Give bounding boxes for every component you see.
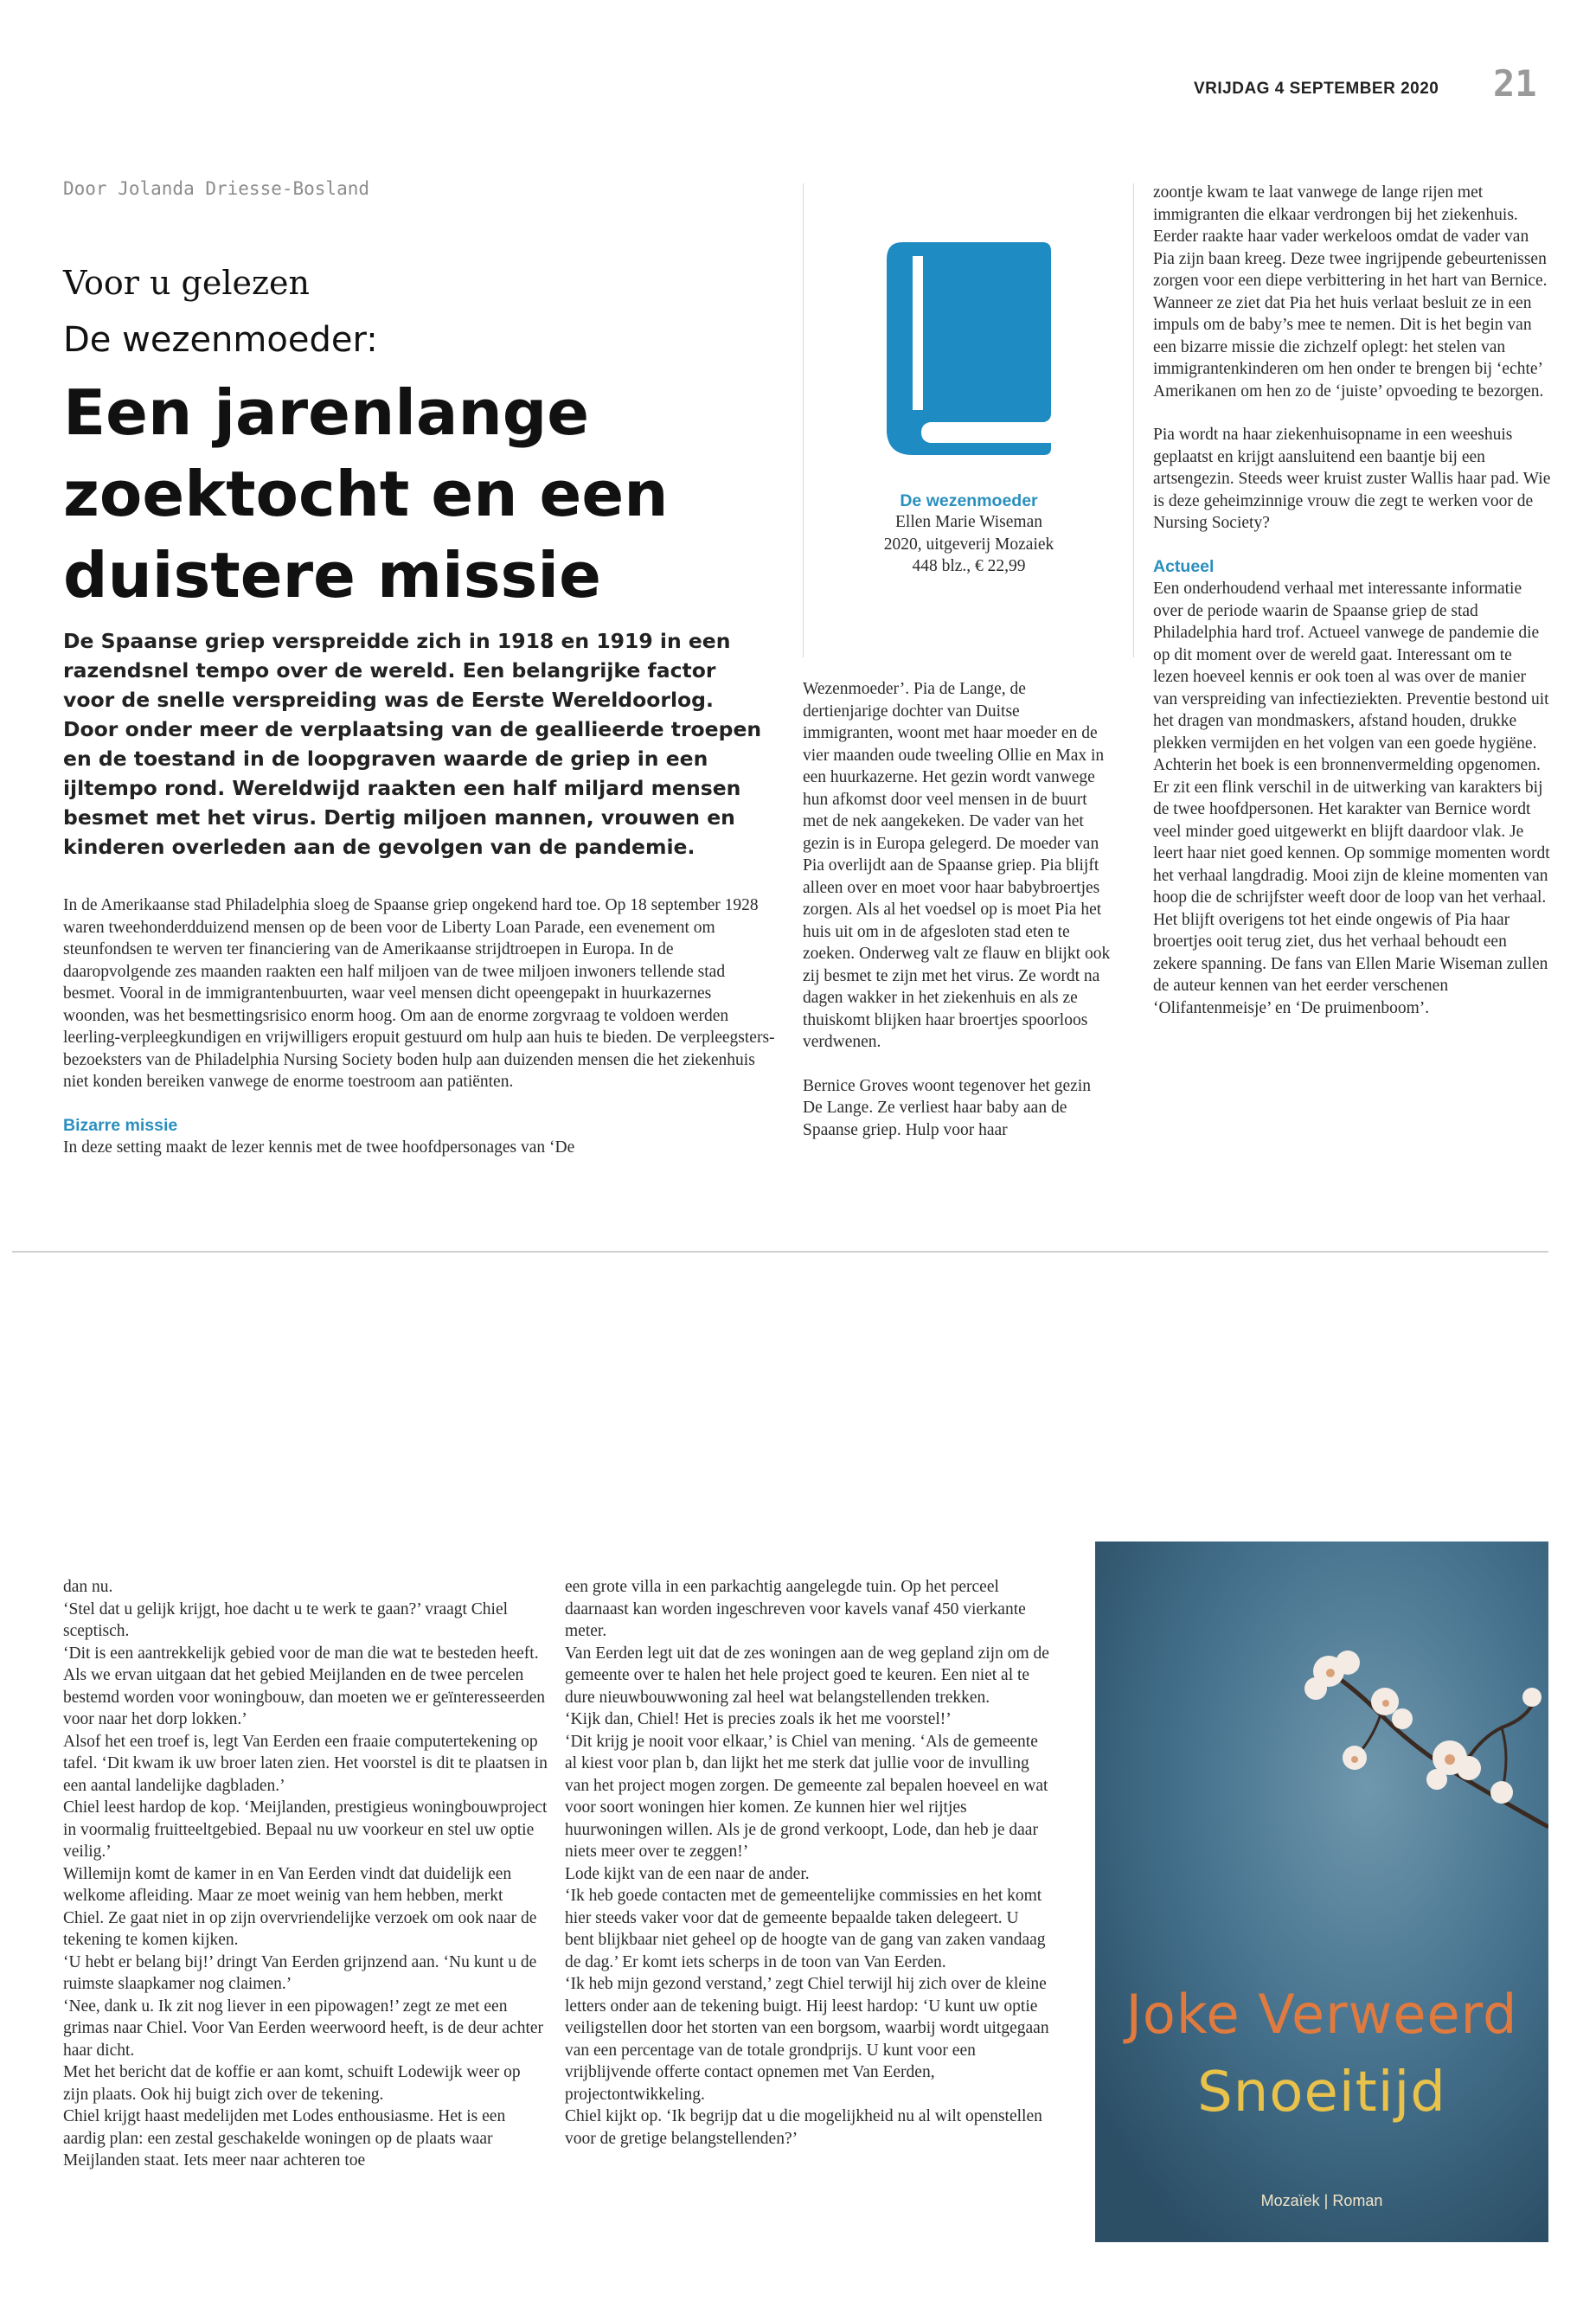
page-number: 21 [1493, 62, 1537, 105]
book-infobox [804, 242, 1133, 578]
book-cover [1095, 1541, 1548, 2242]
cover-author: Joke Verweerd [1125, 1983, 1518, 2046]
book-icon [878, 242, 1060, 455]
paragraph: In deze setting maakt de lezer kennis met de twee hoofdpersonages van ‘De [63, 1138, 575, 1157]
cover-publisher: Mozaïek | Roman [1260, 2192, 1383, 2209]
infobox-details: 448 blz., € 22,99 [912, 557, 1026, 575]
serial-text: dan nu. ‘Stel dat u gelijk krijgt, hoe dacht u te werk te gaan?’ vraagt Chiel sceptisch. ‘Dit is een aantrekkelijk gebied voor de man die wat te besteden heeft. Als we ervan uitgaan dat het gebied Meijlanden en de twee percelen bestemd worden voor woningbouw, dan moeten we er geïnteresseerden voor naar het dorp lokken.’ Alsof het een troef is, legt Van Eerden een fraaie computertekening op tafel. ‘Dit kwam ik uw broer laten zien. Het voorstel is dit te plaatsen in een aantal landelijke dagbladen.’ Chiel leest hardop de kop. ‘Meijlanden, prestigieus woningbouwproject in voormalig fruitteeltgebied. Bepaal nu uw voorkeur en stel uw optie veilig.’ Willemijn komt de kamer in en Van Eerden vindt dat duidelijk een welkome afleiding. Maar ze moet weinig van hem hebben, merkt Chiel. Ze gaat niet in op zijn overvriendelijke verzoek om ook naar de tekening te komen kijken. ‘U hebt er belang bij!’ dringt Van Eerden grijnzend aan. ‘Nu kunt u de ruimste slaapkamer nog claimen.’ ‘Nee, dank u. Ik zit nog liever in een pipowagen!’ zegt ze met een grimas naar Chiel. Voor Van Eerden weerwoord heeft, is de deur achter haar dicht. Met het bericht dat de koffie er aan komt, schuift Lodewijk weer op zijn plaats. Ook hij buigt zich over de tekening. Chiel krijgt haast medelijden met Lodes enthousiasme. Het is een aardig plan: een zestal geschakelde woningen op de plaats waar Meijlanden staat. Iets meer naar achteren toe [63, 1578, 548, 2170]
headline: Een jarenlange zoektocht en een duistere missie [63, 376, 669, 612]
paragraph: Bernice Groves woont tegenover het gezin De Lange. Ze verliest haar baby aan de Spaanse griep. Hulp voor haar [803, 1076, 1092, 1139]
paragraph: Een onderhoudend verhaal met interessante informatie over de periode waarin de Spaanse griep de stad Philadelphia hard trof. Actueel vanwege de pandemie die op dit moment over de wereld gaat. Interessant om te lezen hoeveel kennis er ook toen al was over de manier van verspreiding van infectieziekten. Preventie bestond uit het dragen van mondmaskers, afstand houden, drukke plekken vermijden en het volgen van een goede hygiëne. Achterin het boek is een bronnenvermelding opgenomen. Er zit een flink verschil in de uitwerking van karakters bij de twee hoofdpersonen. Het karakter van Bernice wordt veel minder goed uitgewerkt en blijft daardoor vlak. Je leert haar niet goed kennen. Op sommige momenten wordt het verhaal langdradig. Mooi zijn de kleine momenten van hoop die de schrijfster weeft door de loop van het verhaal. Het blijft overigens tot het einde ongewis of Pia haar broertjes ooit terug ziet, dus het verhaal behoudt een zekere spanning. De fans van Ellen Marie Wiseman zullen de auteur kennen van het eerder verschenen ‘Olifantenmeisje’ en ‘De pruimenboom’. [1153, 580, 1550, 1017]
paragraph: In de Amerikaanse stad Philadelphia sloeg de Spaanse griep ongekend hard toe. Op 18 september 1928 waren tweehonderdduizend mensen op de been voor de Liberty Loan Parade, een evenement om steunfondsen te werven ter financiering van de Amerikaanse strijdtroepen in Europa. In de daaropvolgende zes maanden raakten een half miljoen van de twee miljoen inwoners tellende stad besmet. Vooral in de immigrantenbuurten, waar veel mensen dicht opeengepakt in huurkazernes woonden, was het besmettingsrisico enorm hoog. Om aan de enorme zorgvraag te voldoen werden leerling-verpleegkundigen en vrijwilligers eropuit gestuurd om hulp aan huis te bieden. De verpleegsters-bezoeksters van de Philadelphia Nursing Society boden hulp aan duizenden mensen die het ziekenhuis niet konden bereiken vanwege de enorme toestroom aan patiënten. [63, 896, 775, 1091]
infobox-title: De wezenmoeder [900, 491, 1038, 510]
serial-text: een grote villa in een parkachtig aangelegde tuin. Op het perceel daarnaast kan worden ingeschreven voor kavels vanaf 450 vierkante meter. Van Eerden legt uit dat de zes woningen aan de weg gepland zijn om de gemeente over te halen het hele project goed te keuren. Een niet al te dure nieuwbouwwoning zal heel wat belangstellenden trekken. ‘Kijk dan, Chiel! Het is precies zoals ik het me voorstel!’ ‘Dit krijg je nooit voor elkaar,’ is Chiel van mening. ‘Als de gemeente al kiest voor plan b, dan lijkt het me sterk dat jullie voor de invulling van het project mogen zorgen. De gemeente zal bepalen hoeveel en wat voor soort woningen hier komen. Ze kunnen hier wel rijtjes huurwoningen willen. Als je de grond verkoopt, Lode, dan heb je daar niets meer over te zeggen!’ Lode kijkt van de een naar de ander. ‘Ik heb goede contacten met de gemeentelijke commissies en het komt hier steeds vaker voor dat de gemeente bepaalde taken delegeert. U bent blijkbaar niet geheel op de hoogte van de gang van zaken vandaag de dag.’ Er komt iets scherps in de toon van Van Eerden. ‘Ik heb mijn gezond verstand,’ zegt Chiel terwijl hij zich over de kleine letters onder aan de tekening buigt. Hij leest hardop: ‘U kunt uw optie veiligstellen door het storten van een borgsom, waarbij wordt uitgegaan van een percentage van de totale grondprijs. U kunt voor een vrijblijvende offerte contact opnemen met Van Eerden, projectontwikkeling. Chiel kijkt op. ‘Ik begrijp dat u die mogelijkheid nu al wilt openstellen voor de gretige belangstellenden?’ [565, 1578, 1049, 2148]
paragraph: Wezenmoeder’. Pia de Lange, de dertienjarige dochter van Duitse immigranten, woont met haar moeder en de vier maanden oude tweeling Ollie en Max in een huurkazerne. Het gezin wordt vanwege hun afkomst door veel mensen in de buurt met de nek aangekeken. De vader van het gezin is in Europa gelegerd. De moeder van Pia overlijdt aan de Spaanse griep. Pia blijft alleen over en moet voor haar babybroertjes zorgen. Als al het voedsel op is moet Pia het huis uit om in de afgesloten stad eten te zoeken. Onderweg valt ze flauw en blijkt ook zij besmet te zijn met het virus. Ze wordt na dagen wakker in het ziekenhuis en als ze thuiskomt blijken haar broertjes spoorloos verdwenen. [803, 680, 1111, 1051]
article-column-1 [63, 894, 781, 1181]
subheading: Bizarre missie [63, 1115, 178, 1135]
kicker: Voor u gelezen [63, 264, 310, 302]
column-divider [803, 183, 804, 657]
header-date: VRIJDAG 4 SEPTEMBER 2020 [1194, 80, 1439, 98]
paragraph: Pia wordt na haar ziekenhuisopname in een weeshuis geplaatst en krijgt aansluitend een baantje bij een artsengezin. Steeds weer kruist zuster Wallis haar pad. Wie is deze geheimzinnige vrouw die zegt te werken voor de Nursing Society? [1153, 426, 1551, 532]
intro-paragraph: De Spaanse griep verspreidde zich in 1918 en 1919 in een razendsnel tempo over de wereld. Een belangrijke factor voor de snelle verspreiding was de Eerste Wereldoorlog. Door onder meer de verplaatsing van de geallieerde troepen en de toestand in de loopgraven waarde de griep in een ijltempo rond. Wereldwijd raakten een half miljard mensen besmet met het virus. Dertig miljoen mannen, vrouwen en kinderen overleden aan de gevolgen van de pandemie. [63, 629, 762, 859]
byline: Door Jolanda Driesse-Bosland [63, 178, 370, 199]
article-column-2 [803, 678, 1114, 1163]
paragraph: zoontje kwam te laat vanwege de lange rijen met immigranten die elkaar verdrongen bij het ziekenhuis. Eerder raakte haar vader werkeloos omdat de vader van Pia zijn baan kreeg. Deze twee ingrijpende gebeurtenissen zorgen voor een diepe verbittering in het hart van Bernice. Wanneer ze ziet dat Pia het huis verlaat besluit ze in een impuls om de baby’s mee te nemen. Dit is het begin van een bizarre missie die zichzelf oplegt: het stelen van immigrantenkinderen om hen onder te brengen bij ‘echte’ Amerikanen om hen zo de ‘juiste’ opvoeding te bezorgen. [1153, 183, 1548, 401]
section-divider [12, 1251, 1548, 1253]
article-subtitle: De wezenmoeder: [63, 320, 378, 360]
infobox-author: Ellen Marie Wiseman [895, 513, 1042, 531]
column-divider [1133, 183, 1134, 657]
serial-column-1 [63, 1576, 548, 2194]
blossom-branch-illustration [1095, 1541, 1548, 2242]
cover-title: Snoeitijd [1197, 2061, 1446, 2125]
article-column-3 [1153, 182, 1551, 1041]
serial-column-2 [565, 1576, 1049, 2171]
infobox-publication: 2020, uitgeverij Mozaiek [883, 535, 1054, 554]
subheading: Actueel [1153, 556, 1215, 576]
